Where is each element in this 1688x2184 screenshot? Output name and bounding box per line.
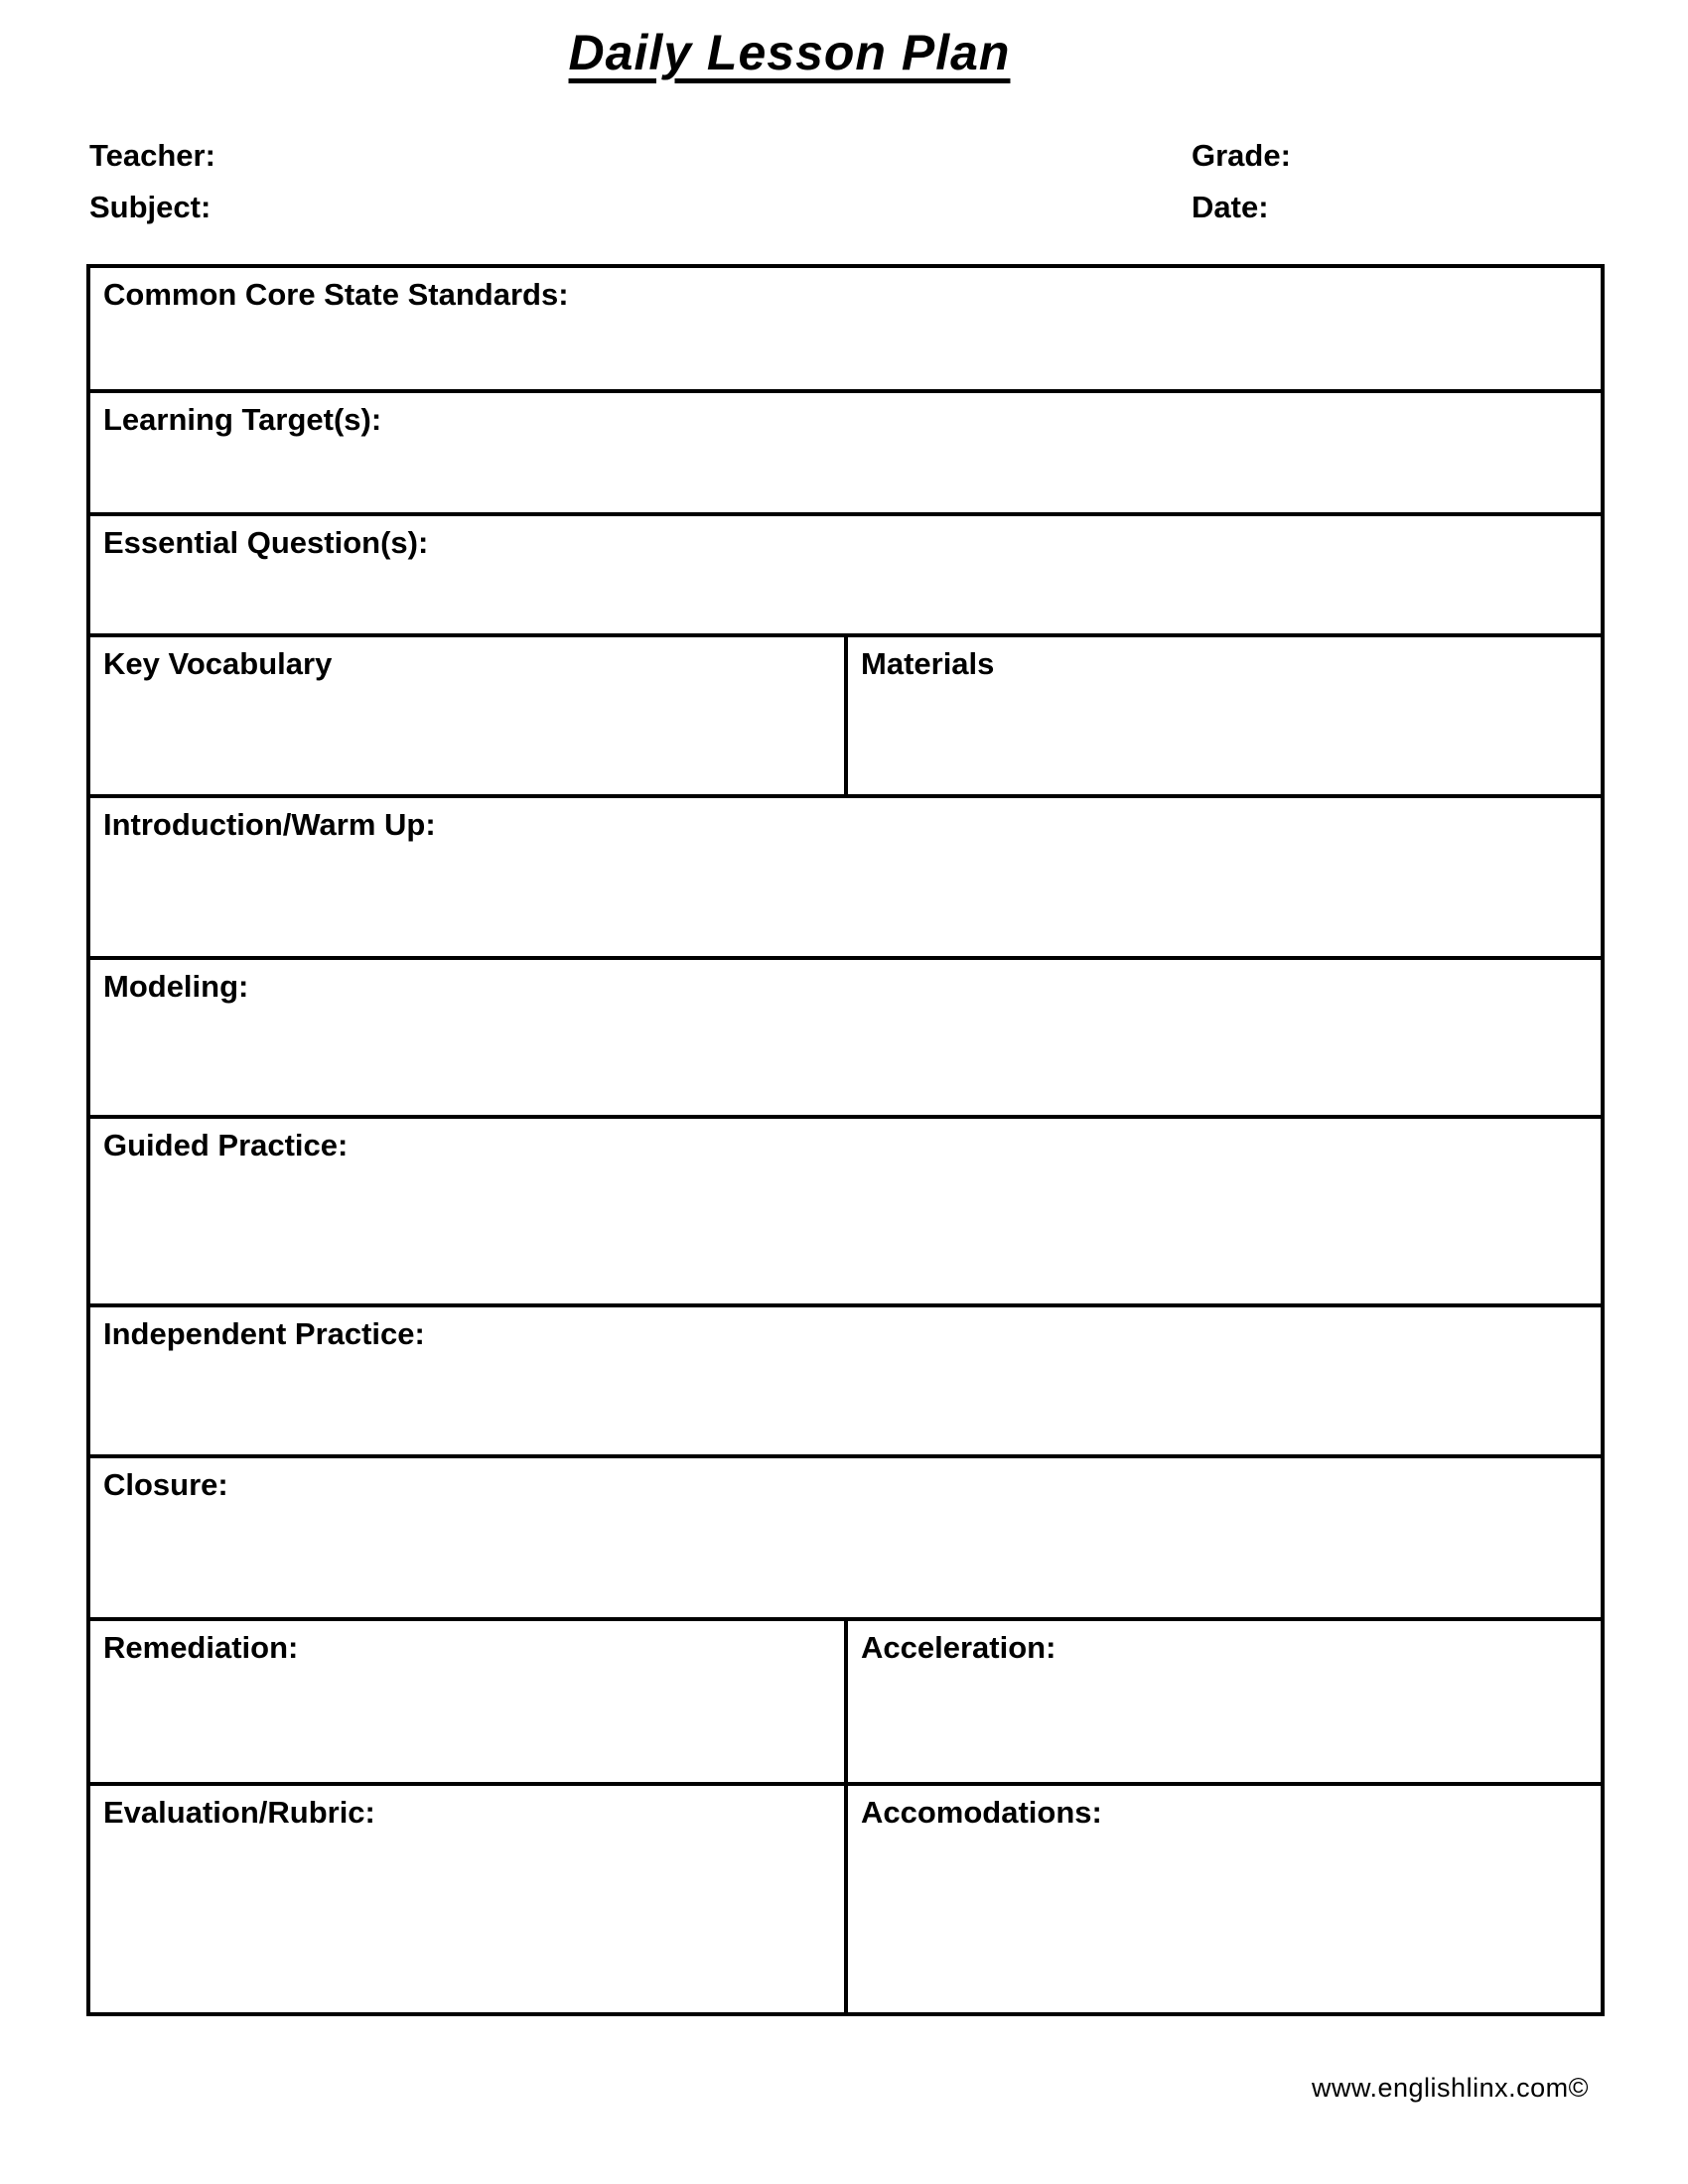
key-vocabulary-cell[interactable] bbox=[88, 635, 846, 796]
independent-practice-label: Independent Practice: bbox=[103, 1316, 425, 1351]
learning-targets-cell[interactable] bbox=[88, 391, 1603, 514]
subject-label: Subject: bbox=[89, 190, 211, 224]
independent-practice-cell[interactable] bbox=[88, 1305, 1603, 1456]
table-row bbox=[88, 514, 1603, 635]
table-row bbox=[88, 635, 1603, 796]
table-row bbox=[88, 391, 1603, 514]
lesson-plan-table bbox=[86, 264, 1605, 2016]
table-row bbox=[88, 1619, 1603, 1784]
table-row bbox=[88, 1456, 1603, 1619]
table-row bbox=[88, 958, 1603, 1117]
acceleration-label: Acceleration: bbox=[861, 1630, 1056, 1665]
date-input-area[interactable] bbox=[1269, 184, 1686, 217]
grade-field bbox=[1192, 132, 1688, 174]
closure-cell[interactable] bbox=[88, 1456, 1603, 1619]
title-area bbox=[0, 24, 1579, 81]
closure-label: Closure: bbox=[103, 1467, 228, 1502]
accommodations-cell[interactable] bbox=[846, 1784, 1603, 2014]
date-field bbox=[1192, 184, 1686, 225]
guided-practice-cell[interactable] bbox=[88, 1117, 1603, 1305]
date-label: Date: bbox=[1192, 190, 1269, 224]
materials-label: Materials bbox=[861, 646, 995, 681]
table-row bbox=[88, 1305, 1603, 1456]
evaluation-rubric-cell[interactable] bbox=[88, 1784, 846, 2014]
teacher-input-area[interactable] bbox=[215, 132, 633, 166]
common-core-standards-cell[interactable] bbox=[88, 266, 1603, 391]
common-core-standards-label: Common Core State Standards: bbox=[103, 277, 569, 312]
grade-label: Grade: bbox=[1192, 138, 1291, 173]
table-row bbox=[88, 1117, 1603, 1305]
subject-input-area[interactable] bbox=[211, 184, 628, 217]
essential-questions-cell[interactable] bbox=[88, 514, 1603, 635]
table-row bbox=[88, 1784, 1603, 2014]
remediation-cell[interactable] bbox=[88, 1619, 846, 1784]
key-vocabulary-label: Key Vocabulary bbox=[103, 646, 333, 681]
grade-input-area[interactable] bbox=[1291, 132, 1688, 166]
materials-cell[interactable] bbox=[846, 635, 1603, 796]
subject-field bbox=[89, 184, 628, 225]
teacher-field bbox=[89, 132, 633, 174]
modeling-cell[interactable] bbox=[88, 958, 1603, 1117]
introduction-warm-up-cell[interactable] bbox=[88, 796, 1603, 958]
evaluation-rubric-label: Evaluation/Rubric: bbox=[103, 1795, 375, 1830]
essential-questions-label: Essential Question(s): bbox=[103, 525, 429, 560]
acceleration-cell[interactable] bbox=[846, 1619, 1603, 1784]
page-title: Daily Lesson Plan bbox=[568, 25, 1011, 80]
table-row bbox=[88, 266, 1603, 391]
remediation-label: Remediation: bbox=[103, 1630, 299, 1665]
guided-practice-label: Guided Practice: bbox=[103, 1128, 349, 1162]
table-row bbox=[88, 796, 1603, 958]
learning-targets-label: Learning Target(s): bbox=[103, 402, 382, 437]
modeling-label: Modeling: bbox=[103, 969, 249, 1004]
introduction-warm-up-label: Introduction/Warm Up: bbox=[103, 807, 436, 842]
accommodations-label: Accomodations: bbox=[861, 1795, 1102, 1830]
footer-watermark: www.englishlinx.com© bbox=[1312, 2073, 1589, 2103]
teacher-label: Teacher: bbox=[89, 138, 215, 173]
